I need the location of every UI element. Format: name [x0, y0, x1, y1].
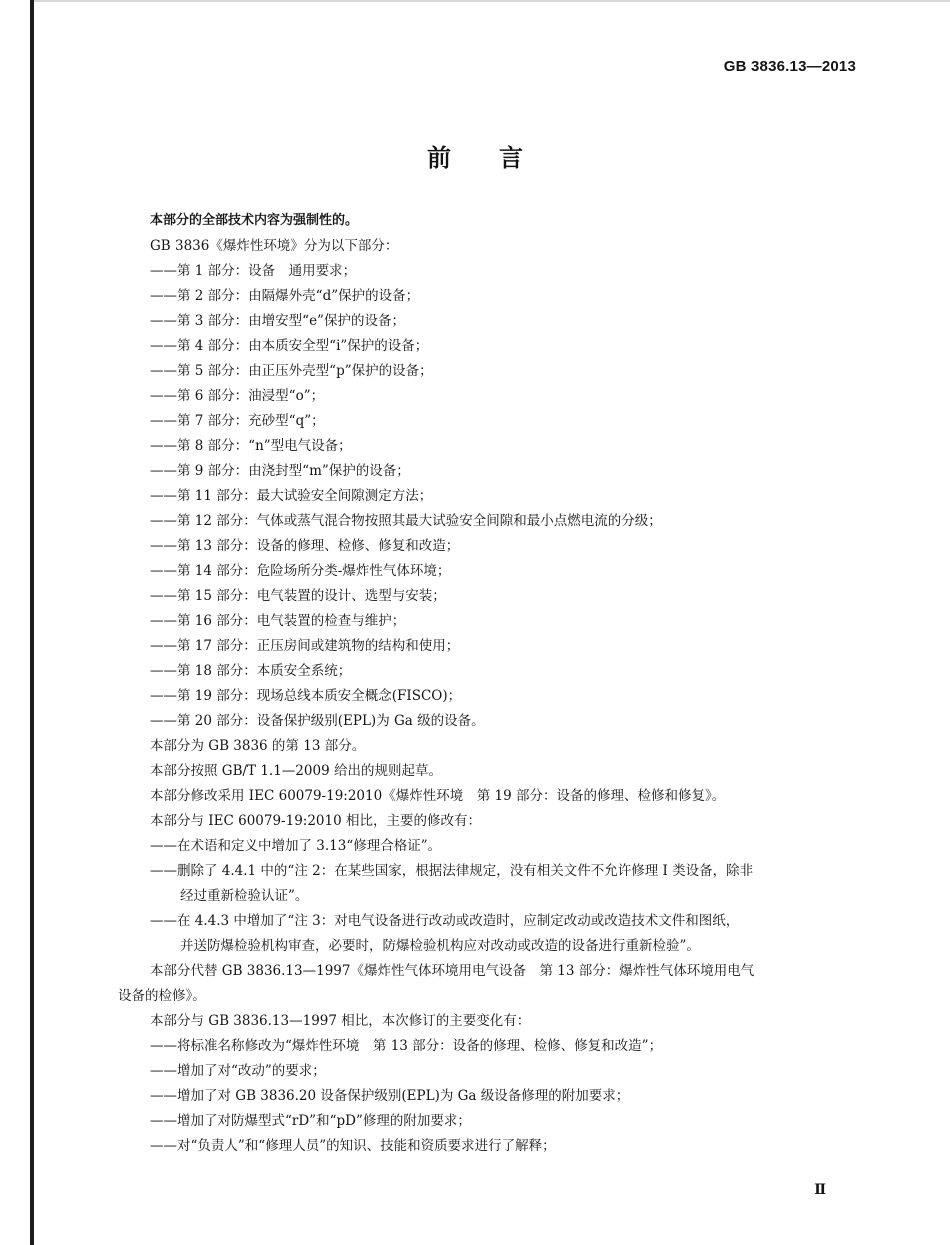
scan-top-edge: [34, 0, 950, 2]
list-item: ——删除了 4.4.1 中的“注 2：在某些国家，根据法律规定，没有相关文件不允许修理 I 类设备，除非: [150, 863, 754, 879]
list-item: ——对“负责人”和“修理人员”的知识、技能和资质要求进行了解释；: [150, 1138, 556, 1154]
list-item: ——第 15 部分：电气装置的设计、选型与安装；: [150, 588, 446, 604]
body-line: 本部分与 GB 3836.13—1997 相比，本次修订的主要变化有：: [150, 1013, 531, 1029]
body-line-continuation: 设备的检修》。: [118, 988, 206, 1004]
list-item: ——第 5 部分：由正压外壳型“p”保护的设备；: [150, 363, 433, 379]
list-item: ——第 19 部分：现场总线本质安全概念(FISCO)；: [150, 688, 462, 704]
list-item: ——第 1 部分：设备 通用要求；: [150, 263, 357, 279]
list-item: ——第 11 部分：最大试验安全间隙测定方法；: [150, 488, 433, 504]
body-line: 本部分的全部技术内容为强制性的。: [150, 213, 359, 228]
list-item: ——第 4 部分：由本质安全型“i”保护的设备；: [150, 338, 429, 354]
list-item: ——第 17 部分：正压房间或建筑物的结构和使用；: [150, 638, 460, 654]
list-item-continuation: 经过重新检验认证”。: [180, 888, 309, 904]
list-item: ——第 13 部分：设备的修理、检修、修复和改造；: [150, 538, 460, 554]
body-line: GB 3836《爆炸性环境》分为以下部分：: [150, 238, 399, 254]
page-title: 前言: [427, 144, 571, 172]
list-item: ——第 14 部分：危险场所分类-爆炸性气体环境；: [150, 563, 451, 579]
body-line: 本部分修改采用 IEC 60079-19:2010《爆炸性环境 第 19 部分：设备的修理、检修和修复》。: [150, 788, 726, 804]
list-item: ——第 7 部分：充砂型“q”；: [150, 413, 325, 429]
body-line: 本部分与 IEC 60079-19:2010 相比，主要的修改有：: [150, 813, 481, 829]
list-item: ——增加了对“改动”的要求；: [150, 1063, 326, 1079]
list-item: ——第 3 部分：由增安型“e”保护的设备；: [150, 313, 405, 329]
list-item: ——第 2 部分：由隔爆外壳“d”保护的设备；: [150, 288, 420, 304]
scan-binding-edge: [30, 0, 34, 1245]
list-item: ——增加了对 GB 3836.20 设备保护级别(EPL)为 Ga 级设备修理的附加要求；: [150, 1088, 630, 1104]
body-line: 本部分代替 GB 3836.13—1997《爆炸性气体环境用电气设备 第 13 部分：爆炸性气体环境用电气: [150, 963, 755, 979]
list-item: ——增加了对防爆型式“rD”和“pD”修理的附加要求；: [150, 1113, 471, 1129]
body-line: 本部分为 GB 3836 的第 13 部分。: [150, 738, 366, 754]
list-item: ——第 6 部分：油浸型“o”；: [150, 388, 325, 404]
list-item: ——第 8 部分：“n”型电气设备；: [150, 438, 352, 454]
list-item: ——在 4.4.3 中增加了“注 3：对电气设备进行改动或改造时，应制定改动或改造技术文件和图纸，: [150, 913, 740, 929]
list-item: ——第 16 部分：电气装置的检查与维护；: [150, 613, 406, 629]
list-item-continuation: 并送防爆检验机构审查，必要时，防爆检验机构应对改动或改造的设备进行重新检验”。: [180, 938, 700, 954]
body-line: 本部分按照 GB/T 1.1—2009 给出的规则起草。: [150, 763, 442, 779]
list-item: ——将标准名称修改为“爆炸性环境 第 13 部分：设备的修理、检修、修复和改造”；: [150, 1038, 663, 1054]
list-item: ——第 20 部分：设备保护级别(EPL)为 Ga 级的设备。: [150, 713, 485, 729]
list-item: ——第 12 部分：气体或蒸气混合物按照其最大试验安全间隙和最小点燃电流的分级；: [150, 513, 662, 529]
list-item: ——第 9 部分：由浇封型“m”保护的设备；: [150, 463, 410, 479]
list-item: ——在术语和定义中增加了 3.13“修理合格证”。: [150, 838, 442, 854]
standard-number: GB 3836.13—2013: [723, 58, 856, 75]
list-item: ——第 18 部分：本质安全系统；: [150, 663, 352, 679]
page-number: Ⅱ: [814, 1182, 826, 1198]
